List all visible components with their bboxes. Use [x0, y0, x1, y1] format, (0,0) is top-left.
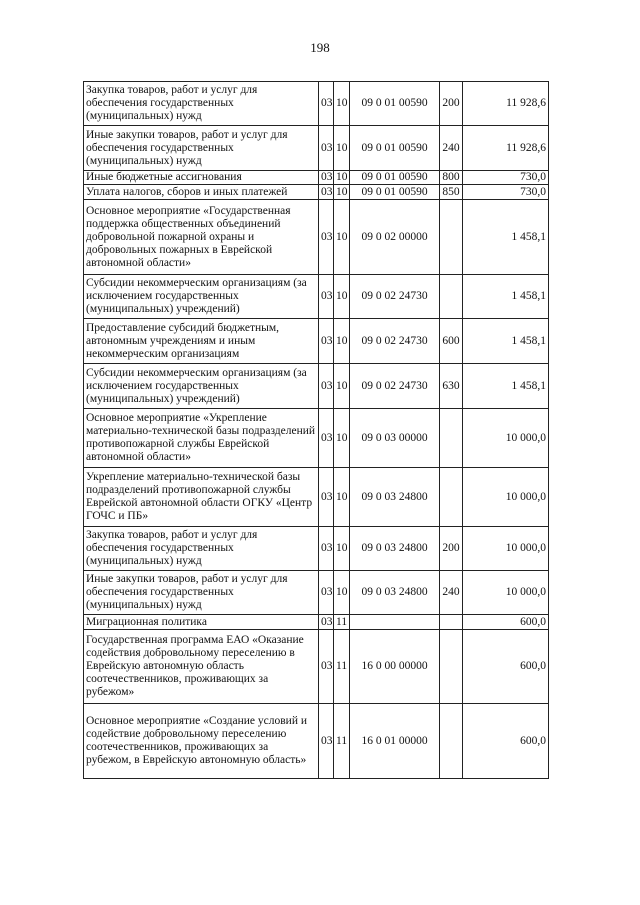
row-subsection: 10 — [334, 409, 350, 468]
row-name: Закупка товаров, работ и услуг для обеспечения государственных (муниципальных) нужд — [84, 82, 319, 126]
row-target-article: 09 0 01 00590 — [350, 185, 440, 200]
table-row — [84, 82, 549, 126]
row-section: 03 — [319, 364, 334, 409]
row-amount: 600,0 — [463, 630, 549, 704]
row-section: 03 — [319, 171, 334, 185]
row-target-article: 09 0 01 00590 — [350, 126, 440, 171]
table-row — [84, 319, 549, 364]
row-name: Основное мероприятие «Государственная поддержка общественных объединений добровольной пожарной охраны и добровольных пожарных в Еврейской автономной области» — [84, 200, 319, 275]
budget-table — [83, 81, 549, 779]
row-target-article: 09 0 02 24730 — [350, 275, 440, 319]
table-row — [84, 615, 549, 630]
table-row — [84, 527, 549, 571]
row-section: 03 — [319, 571, 334, 615]
row-section: 03 — [319, 185, 334, 200]
row-subsection: 11 — [334, 615, 350, 630]
row-amount: 10 000,0 — [463, 468, 549, 527]
row-expense-type — [440, 275, 463, 319]
row-section: 03 — [319, 275, 334, 319]
row-target-article: 09 0 03 00000 — [350, 409, 440, 468]
row-name: Укрепление материально-технической базы подразделений противопожарной службы Еврейской автономной области ОГКУ «Центр ГОЧС и ПБ» — [84, 468, 319, 527]
row-name: Основное мероприятие «Создание условий и содействие добровольному переселению соотечественников, проживающих за рубежом, в Еврейскую автономную область» — [84, 704, 319, 779]
row-amount: 1 458,1 — [463, 200, 549, 275]
row-expense-type: 630 — [440, 364, 463, 409]
row-name: Основное мероприятие «Укрепление материально-технической базы подразделений противопожарной службы Еврейской автономной области» — [84, 409, 319, 468]
table-row — [84, 409, 549, 468]
row-name: Иные закупки товаров, работ и услуг для обеспечения государственных (муниципальных) нужд — [84, 571, 319, 615]
row-subsection: 10 — [334, 319, 350, 364]
row-section: 03 — [319, 200, 334, 275]
row-subsection: 10 — [334, 364, 350, 409]
table-row — [84, 704, 549, 779]
row-expense-type: 850 — [440, 185, 463, 200]
row-target-article: 09 0 01 00590 — [350, 171, 440, 185]
row-name: Государственная программа ЕАО «Оказание содействия добровольному переселению в Еврейскую автономную область соотечественников, проживающих за рубежом» — [84, 630, 319, 704]
row-name: Предоставление субсидий бюджетным, автономным учреждениям и иным некоммерческим организациям — [84, 319, 319, 364]
row-name: Субсидии некоммерческим организациям (за исключением государственных (муниципальных) учреждений) — [84, 364, 319, 409]
table-row — [84, 126, 549, 171]
row-expense-type: 240 — [440, 126, 463, 171]
row-section: 03 — [319, 704, 334, 779]
row-section: 03 — [319, 615, 334, 630]
row-expense-type — [440, 409, 463, 468]
table-row — [84, 571, 549, 615]
row-amount: 600,0 — [463, 615, 549, 630]
row-amount: 10 000,0 — [463, 571, 549, 615]
row-subsection: 10 — [334, 468, 350, 527]
row-target-article: 09 0 03 24800 — [350, 527, 440, 571]
row-target-article: 16 0 00 00000 — [350, 630, 440, 704]
row-amount: 1 458,1 — [463, 319, 549, 364]
row-subsection: 11 — [334, 630, 350, 704]
row-target-article: 09 0 02 00000 — [350, 200, 440, 275]
row-expense-type: 200 — [440, 527, 463, 571]
row-section: 03 — [319, 82, 334, 126]
table-row — [84, 171, 549, 185]
row-amount: 11 928,6 — [463, 126, 549, 171]
table-row — [84, 185, 549, 200]
row-amount: 600,0 — [463, 704, 549, 779]
row-subsection: 10 — [334, 185, 350, 200]
row-amount: 1 458,1 — [463, 364, 549, 409]
row-expense-type: 800 — [440, 171, 463, 185]
row-subsection: 11 — [334, 704, 350, 779]
row-name: Субсидии некоммерческим организациям (за исключением государственных (муниципальных) учреждений) — [84, 275, 319, 319]
row-amount: 1 458,1 — [463, 275, 549, 319]
row-target-article — [350, 615, 440, 630]
row-subsection: 10 — [334, 200, 350, 275]
row-subsection: 10 — [334, 171, 350, 185]
table-row — [84, 364, 549, 409]
row-section: 03 — [319, 319, 334, 364]
row-subsection: 10 — [334, 571, 350, 615]
row-expense-type: 200 — [440, 82, 463, 126]
row-name: Иные закупки товаров, работ и услуг для обеспечения государственных (муниципальных) нужд — [84, 126, 319, 171]
row-subsection: 10 — [334, 126, 350, 171]
row-target-article: 16 0 01 00000 — [350, 704, 440, 779]
row-amount: 10 000,0 — [463, 527, 549, 571]
row-name: Иные бюджетные ассигнования — [84, 171, 319, 185]
row-section: 03 — [319, 409, 334, 468]
row-expense-type — [440, 200, 463, 275]
row-name: Закупка товаров, работ и услуг для обеспечения государственных (муниципальных) нужд — [84, 527, 319, 571]
row-amount: 730,0 — [463, 185, 549, 200]
row-target-article: 09 0 02 24730 — [350, 364, 440, 409]
row-section: 03 — [319, 630, 334, 704]
row-expense-type: 240 — [440, 571, 463, 615]
row-section: 03 — [319, 527, 334, 571]
row-target-article: 09 0 01 00590 — [350, 82, 440, 126]
row-expense-type — [440, 468, 463, 527]
row-name: Миграционная политика — [84, 615, 319, 630]
row-target-article: 09 0 02 24730 — [350, 319, 440, 364]
row-expense-type: 600 — [440, 319, 463, 364]
row-subsection: 10 — [334, 275, 350, 319]
row-subsection: 10 — [334, 82, 350, 126]
table-row — [84, 468, 549, 527]
row-amount: 730,0 — [463, 171, 549, 185]
row-target-article: 09 0 03 24800 — [350, 571, 440, 615]
page-number: 198 — [310, 40, 330, 55]
row-section: 03 — [319, 126, 334, 171]
row-subsection: 10 — [334, 527, 350, 571]
table-row — [84, 630, 549, 704]
table-row — [84, 275, 549, 319]
row-section: 03 — [319, 468, 334, 527]
row-expense-type — [440, 615, 463, 630]
row-amount: 11 928,6 — [463, 82, 549, 126]
row-expense-type — [440, 704, 463, 779]
row-name: Уплата налогов, сборов и иных платежей — [84, 185, 319, 200]
table-row — [84, 200, 549, 275]
row-expense-type — [440, 630, 463, 704]
row-target-article: 09 0 03 24800 — [350, 468, 440, 527]
row-amount: 10 000,0 — [463, 409, 549, 468]
